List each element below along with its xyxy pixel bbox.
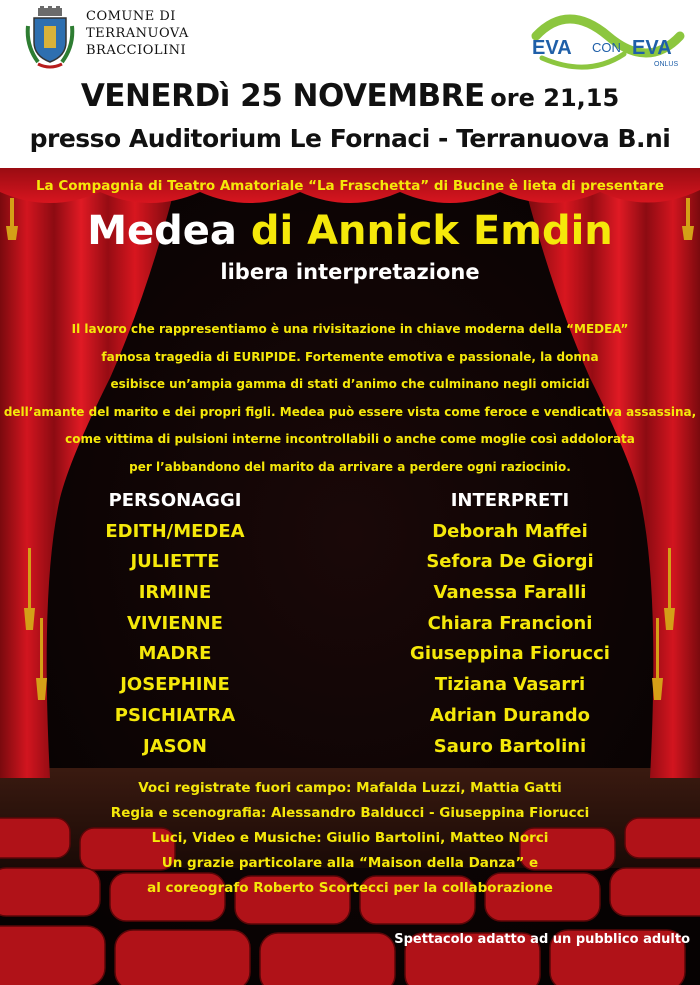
municipality-line-1: COMUNE DI <box>86 9 176 24</box>
event-venue: presso Auditorium Le Fornaci - Terranuova B.ni <box>29 124 671 153</box>
actor-name: Chiara Francioni <box>427 612 593 634</box>
character-name: MADRE <box>138 643 212 665</box>
eva-logo-sub: ONLUS <box>654 61 679 68</box>
eva-logo-left: EVA <box>532 37 572 59</box>
description-line: per l’abbandono del marito da arrivare a perdere ogni raziocinio. <box>129 459 571 474</box>
eva-logo-right: EVA <box>632 37 672 59</box>
municipality-crest-icon <box>24 6 76 70</box>
production-credits <box>0 776 700 901</box>
show-title-main: Medea <box>87 208 237 254</box>
characters-header: PERSONAGGI <box>108 490 242 511</box>
credit-line: Luci, Video e Musiche: Giulio Bartolini, Matteo Norci <box>151 830 549 846</box>
credit-line: Un grazie particolare alla “Maison della Danza” e <box>161 855 539 871</box>
credit-line: Regia e scenografia: Alessandro Balducci - Giuseppina Fiorucci <box>110 805 590 821</box>
actors-header: INTERPRETI <box>450 490 570 511</box>
actor-name: Giuseppina Fiorucci <box>410 643 610 665</box>
description-line: esibisce un’ampia gamma di stati d’animo che culminano negli omicidi <box>110 377 590 391</box>
show-subtitle: libera interpretazione <box>220 260 480 284</box>
character-name: EDITH/MEDEA <box>105 520 245 542</box>
theatre-stage <box>0 168 700 985</box>
character-name: JASON <box>143 735 207 757</box>
poster-content <box>0 168 700 985</box>
actor-name: Tiziana Vasarri <box>434 674 586 696</box>
poster-header <box>0 0 700 168</box>
actor-name: Sefora De Giorgi <box>426 551 594 573</box>
event-time: ore 21,15 <box>490 84 620 112</box>
actor-name: Sauro Bartolini <box>433 735 587 757</box>
eva-con-eva-logo <box>528 8 688 74</box>
description-line: Il lavoro che rappresentiamo è una rivisitazione in chiave moderna della “MEDEA” <box>71 322 629 336</box>
character-name: VIVIENNE <box>127 612 223 634</box>
character-name: PSICHIATRA <box>114 704 236 726</box>
company-intro: La Compagnia di Teatro Amatoriale “La Fraschetta” di Bucine è lieta di presentare <box>35 178 665 194</box>
actor-name: Adrian Durando <box>430 704 590 726</box>
eva-logo-middle: CON <box>592 40 621 55</box>
actor-name: Vanessa Faralli <box>433 582 587 604</box>
description-line: famosa tragedia di EURIPIDE. Fortemente emotiva e passionale, la donna <box>101 349 599 364</box>
character-name: IRMINE <box>138 582 212 604</box>
description-line: dell’amante del marito e dei propri figli. Medea può essere vista come feroce e vendicativa assassina, <box>3 404 697 419</box>
show-title <box>0 208 700 254</box>
show-title-author: di Annick Emdin <box>250 208 613 254</box>
credit-line: Voci registrate fuori campo: Mafalda Luzzi, Mattia Gatti <box>138 780 562 796</box>
municipality-line-3: BRACCIOLINI <box>86 43 187 58</box>
municipality-line-2: TERRANUOVA <box>86 26 189 41</box>
actors-column <box>390 486 630 762</box>
municipality-name <box>86 8 189 59</box>
show-description <box>0 316 700 481</box>
character-name: JULIETTE <box>130 551 220 573</box>
description-line: come vittima di pulsioni interne incontrollabili o anche come moglie così addolorata <box>65 432 635 446</box>
event-date: VENERDì 25 NOVEMBRE <box>80 78 485 114</box>
characters-column <box>60 486 290 762</box>
event-date-line <box>0 78 700 114</box>
audience-note: Spettacolo adatto ad un pubblico adulto <box>394 932 690 947</box>
actor-name: Deborah Maffei <box>432 520 588 542</box>
credit-line: al coreografo Roberto Scortecci per la collaborazione <box>147 880 553 896</box>
character-name: JOSEPHINE <box>120 674 230 696</box>
